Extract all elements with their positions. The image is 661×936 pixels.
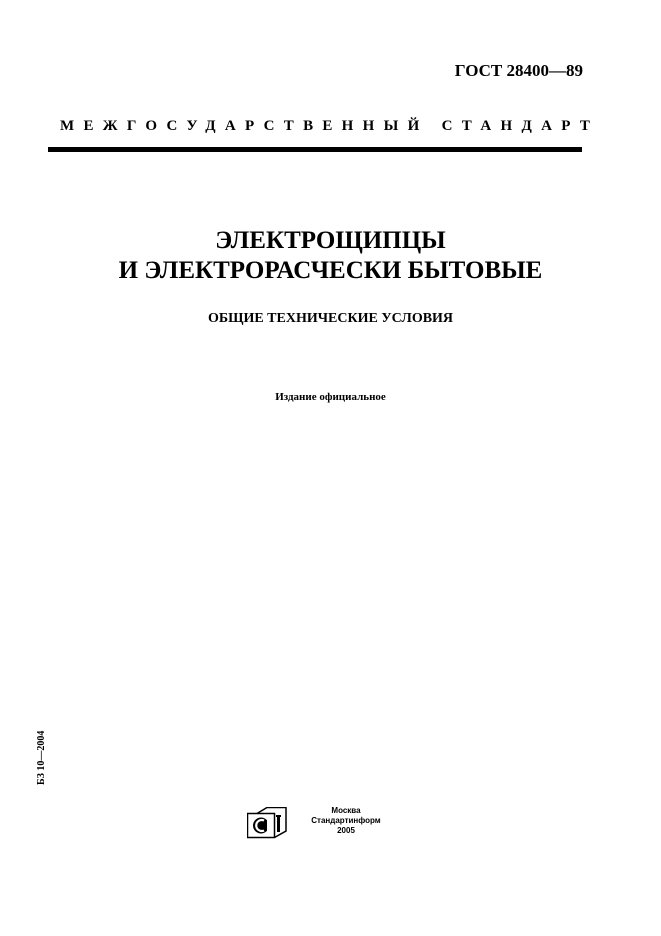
title-line-1: ЭЛЕКТРОЩИПЦЫ [215, 227, 446, 254]
standartinform-logo-icon [247, 807, 287, 839]
title-line-2: И ЭЛЕКТРОРАСЧЕСКИ БЫТОВЫЕ [118, 257, 543, 284]
publisher-name: Стандартинформ [311, 816, 381, 825]
edition-note: Издание официальное [275, 391, 386, 403]
publisher-city: Москва [331, 806, 361, 815]
header-rule [48, 147, 582, 152]
publisher-block [300, 806, 392, 836]
document-subtitle: ОБЩИЕ ТЕХНИЧЕСКИЕ УСЛОВИЯ [207, 311, 454, 326]
gost-number: ГОСТ 28400—89 [454, 61, 583, 80]
interstate-standard-label: МЕЖГОСУДАРСТВЕННЫЙ СТАНДАРТ [60, 118, 600, 134]
side-code: БЗ 10—2004 [36, 730, 47, 785]
publisher-year: 2005 [337, 826, 355, 835]
